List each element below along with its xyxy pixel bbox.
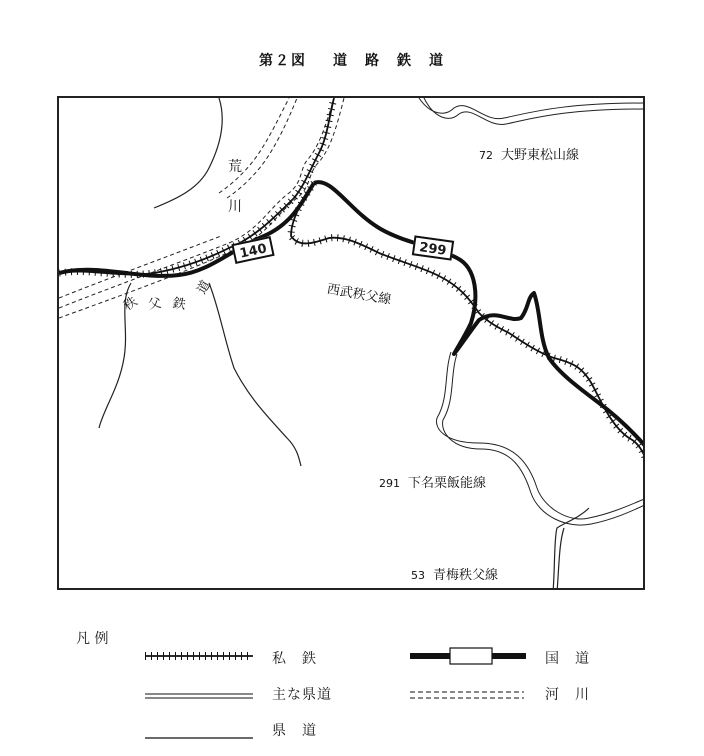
legend-prefectural-road-label: 県 道	[272, 723, 317, 739]
prefectural-road-53b	[557, 528, 564, 590]
road-72-number: 72	[479, 149, 493, 162]
legend-major-prefectural-road-symbol	[145, 691, 255, 701]
legend-private-railway	[145, 648, 255, 667]
figure-title	[0, 50, 704, 70]
seibu-chichibu-label: 西武秩父線	[325, 281, 393, 309]
arakawa-label	[227, 154, 243, 220]
road-53-number: 53	[411, 569, 425, 582]
legend-river-symbol	[410, 689, 526, 701]
road-72-name: 大野東松山線	[501, 148, 580, 163]
chichibu-char-1: 秩	[121, 294, 141, 315]
legend-national-route-label: 国 道	[545, 651, 590, 667]
chichibu-railway-label	[121, 278, 215, 315]
legend-title: 凡 例	[76, 631, 109, 647]
national-routes	[59, 182, 645, 448]
legend-national-route-symbol	[410, 646, 526, 666]
prefectural-road-72	[419, 98, 645, 119]
legend-prefectural-road	[145, 726, 255, 745]
prefectural-road-53-label	[411, 564, 498, 583]
road-291-name: 下名栗飯能線	[408, 476, 487, 491]
chichibu-char-2: 父	[147, 295, 163, 313]
prefectural-road-72-label	[479, 144, 579, 163]
prefectural-road-291	[436, 352, 645, 519]
route-299	[314, 182, 645, 448]
figure-number: 第２図	[259, 53, 307, 69]
route-140	[59, 183, 314, 276]
seibu-chichibu-line	[291, 183, 645, 463]
chichibu-char-3: 鉄	[171, 295, 188, 313]
road-53-name: 青梅秩父線	[433, 568, 499, 583]
route-299-shield: 299	[412, 235, 454, 260]
arakawa-char-2: 川	[228, 199, 242, 215]
chichibu-railway	[59, 98, 334, 274]
road-291-number: 291	[379, 477, 400, 490]
chichibu-char-4: 道	[194, 278, 215, 297]
route-140-shield: 140	[231, 236, 274, 264]
legend-private-railway-symbol	[145, 649, 255, 663]
prefectural-road-north	[154, 98, 222, 208]
map-canvas	[59, 98, 645, 590]
figure-name: 道 路 鉄 道	[333, 53, 445, 69]
legend-private-railway-label: 私 鉄	[272, 651, 317, 667]
legend-river-label: 河 川	[545, 687, 590, 703]
map-frame	[57, 96, 645, 590]
legend-major-prefectural-road	[145, 686, 255, 705]
arakawa-char-1: 荒	[228, 159, 242, 175]
prefectural-road-south	[209, 283, 301, 466]
prefectural-road-291-label	[379, 472, 486, 491]
legend-major-prefectural-road-label: 主な県道	[272, 687, 332, 703]
legend-national-route	[410, 646, 526, 670]
legend-prefectural-road-symbol	[145, 735, 255, 741]
legend-river	[410, 686, 526, 705]
prefectural-roads	[99, 98, 589, 590]
